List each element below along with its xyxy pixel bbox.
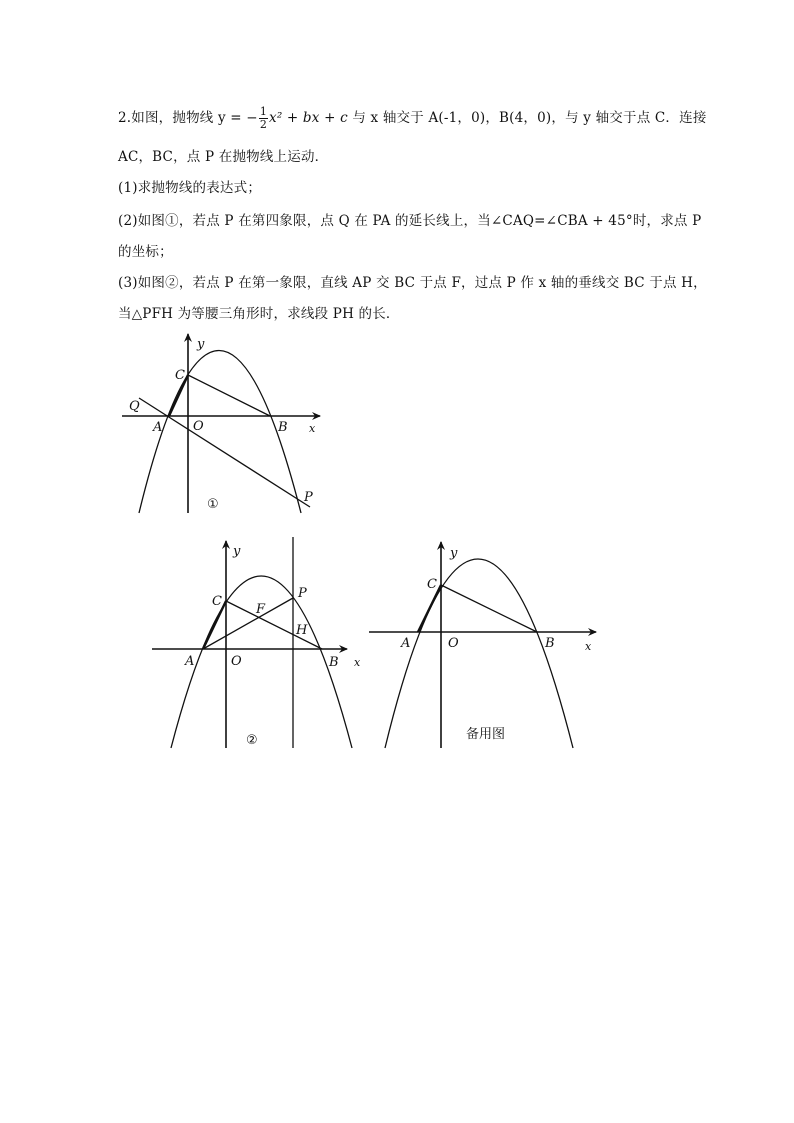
fig2-label-f: F: [256, 602, 266, 617]
fig2-label-h: H: [296, 623, 308, 638]
problem-intro-rest: 与 x 轴交于 A(-1，0)，B(4，0)，与 y 轴交于点 C．连接: [347, 110, 707, 126]
fig1-label-b: B: [278, 420, 288, 435]
question-3-line-1: (3)如图②，若点 P 在第一象限，直线 AP 交 BC 于点 F，过点 P 作 x 轴的垂线交 BC 于点 H，: [118, 275, 707, 291]
question-2-line-2: 的坐标；: [118, 244, 173, 260]
figure-2: [152, 537, 361, 748]
fraction-numerator: 1: [259, 105, 268, 118]
question-1: (1)求抛物线的表达式；: [118, 180, 262, 196]
fig1-label-y: y: [197, 337, 205, 352]
figure-3: [369, 542, 596, 748]
fig1-parabola: [139, 351, 301, 514]
fig3-label-a: A: [401, 636, 411, 651]
fig2-label-y: y: [233, 544, 241, 559]
fig1-segment-cb: [188, 375, 270, 416]
fig1-label-o: O: [193, 419, 204, 434]
fig1-label-p: P: [304, 490, 313, 505]
fig2-caption: ②: [246, 733, 258, 748]
problem-intro: 2.如图，抛物线 y = −: [118, 110, 258, 126]
fig3-label-c: C: [427, 577, 437, 592]
fig3-label-b: B: [545, 636, 555, 651]
question-3-line-2: 当△PFH 为等腰三角形时，求线段 PH 的长．: [118, 306, 400, 322]
fig1-label-c: C: [175, 368, 185, 383]
fig3-label-x: x: [585, 640, 592, 653]
fig3-parabola: [385, 559, 573, 748]
fig3-label-y: y: [450, 546, 458, 561]
figure-1: [122, 334, 320, 513]
fig1-label-a: A: [153, 420, 163, 435]
fig2-label-a: A: [185, 654, 195, 669]
fig1-label-x: x: [309, 422, 316, 435]
question-2-line-1: (2)如图①，若点 P 在第四象限，点 Q 在 PA 的延长线上，当∠CAQ=∠CBA + 45°时，求点 P: [118, 213, 702, 229]
fig2-label-p: P: [298, 586, 307, 601]
fig2-label-c: C: [212, 594, 222, 609]
fig3-caption: 备用图: [466, 727, 506, 742]
fig1-caption: ①: [207, 497, 219, 512]
fraction-denominator: 2: [259, 118, 268, 131]
equation-tail: x² + bx + c: [269, 110, 348, 126]
fig2-label-b: B: [329, 655, 339, 670]
fig3-segment-ac: [418, 585, 441, 632]
problem-line-2: AC，BC，点 P 在抛物线上运动．: [118, 149, 329, 165]
fig3-segment-cb: [441, 585, 537, 632]
fig2-label-o: O: [231, 654, 242, 669]
fig3-label-o: O: [448, 636, 459, 651]
fig1-label-q: Q: [129, 399, 140, 414]
fig2-label-x: x: [354, 656, 361, 669]
